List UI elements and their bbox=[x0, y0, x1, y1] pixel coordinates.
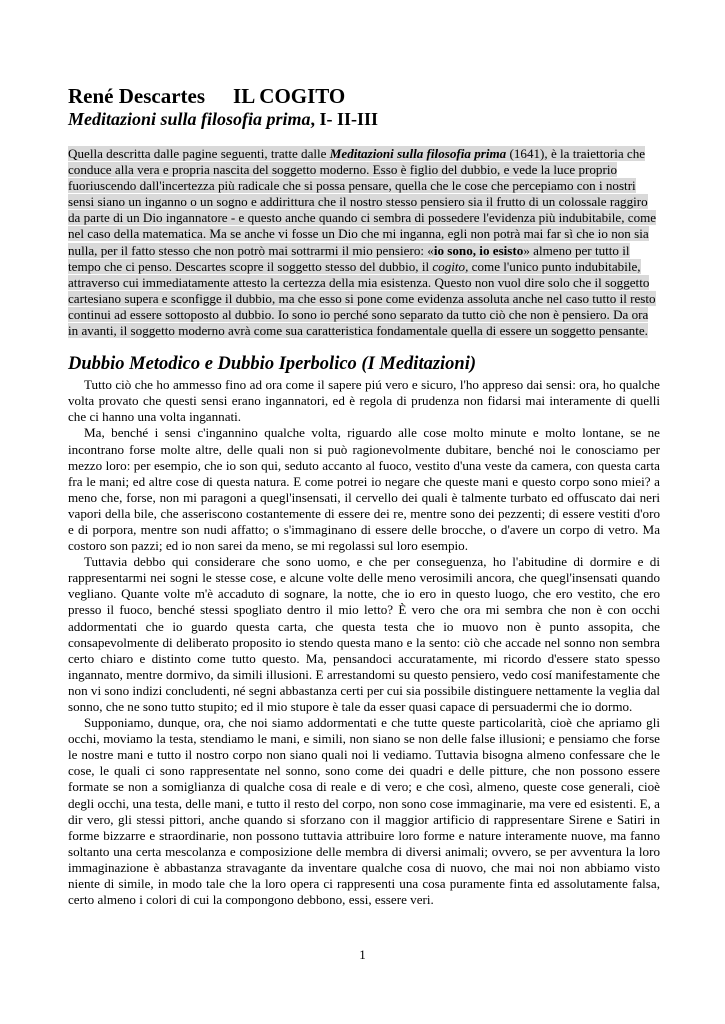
intro-text-3: » almeno per tutto il tempo che ci penso. Descartes scopre il soggetto stesso del dubbio, il bbox=[68, 242, 630, 274]
body-paragraph: Tutto ciò che ho ammesso fino ad ora come il sapere piú vero e sicuro, l'ho appreso dai sensi: ora, ho qualche volta provato che questi sensi erano ingannatori, ed è regola di prudenza non fidarsi mai interamente di quelli che ci hanno una volta ingannati. bbox=[68, 377, 660, 425]
body-paragraph: Supponiamo, dunque, ora, che noi siamo addormentati e che tutte queste particolarità, cioè che apriamo gli occhi, moviamo la testa, stendiamo le mani, e simili, non siano se non delle false illusioni; e pensiamo che forse le nostre mani e tutto il nostro corpo non siano quali noi li vediamo. Tuttavia bisogna almeno confessare che le cose, le quali ci sono rappresentate nel sonno, sono come dei quadri e delle pitture, che non possono essere formate se non a somiglianza di qualche cosa di reale e di vero; e che così, almeno, queste cose generali, cioè degli occhi, una testa, delle mani, e tutto il resto del corpo, non sono cose immaginarie, ma vere ed esistenti. E, a dir vero, gli stessi pittori, anche quando si sforzano con il maggior artificio di rappresentare Sirene e Satiri in forme bizzarre e straordinarie, non possono tuttavia attribuire loro forme e nature interamente nuove, ma fanno soltanto una certa mescolanza e composizione delle membra di diversi animali; ovvero, se per avventura la loro immaginazione è abbastanza stravagante da inventare qualche cosa di nuovo, che mai noi non abbiamo visto niente di simile, in modo tale che la loro opera ci rappresenti una cosa puramente finta ed assolutamente falsa, certo almeno i colori di cui la compongono debbono, essi, essere veri. bbox=[68, 715, 660, 908]
document-subtitle bbox=[68, 108, 660, 130]
document-title bbox=[68, 84, 660, 108]
page-number: 1 bbox=[359, 947, 366, 962]
work-title: IL COGITO bbox=[233, 84, 346, 108]
intro-quote: io sono, io esisto bbox=[433, 242, 524, 258]
body-paragraph: Tuttavia debbo qui considerare che sono uomo, e che per conseguenza, ho l'abitudine di dormire e di rappresentarmi nei sogni le stesse cose, e alcune volte delle meno verosimili ancora, che quegl'insensati quando vegliano. Quante volte m'è accaduto di sognare, la notte, che io ero in questo luogo, che ero vestito, che ero presso il fuoco, benché stessi spogliato dentro il mio letto? È vero che ora mi sembra che non è con occhi addormentati che io guardo questa carta, che questa testa che io muovo non è punto assopita, che consapevolmente di deliberato proposito io stendo questa mano e la sento: ciò che accade nel sonno non sembra certo chiaro e distinto come tutto questo. Ma, pensandoci accuratamente, mi ricordo d'essere stato spesso ingannato, mentre dormivo, da simili illusioni. E arrestandomi su questo pensiero, vedo cosí manifestamente che non vi sono indizi concludenti, né segni abbastanza certi per cui sia possibile distinguere nettamente la veglia dal sonno, che ne sono tutto stupito; ed il mio stupore è tale da esser quasi capace di persuadermi che io dormo. bbox=[68, 554, 660, 714]
intro-work-title: Meditazioni sulla filosofia prima bbox=[329, 146, 507, 161]
body-paragraph: Ma, benché i sensi c'ingannino qualche volta, riguardo alle cose molto minute e molto lontane, se ne incontrano forse molte altre, delle quali non si può ragionevolmente dubitare, benché noi le conosciamo per mezzo loro: per esempio, che io son qui, seduto accanto al fuoco, vestito d'una veste da camera, con questa carta fra le mani; ed altre cose di questa natura. E come potrei io negare che queste mani e questo corpo sono miei? a meno che, forse, non mi paragoni a quegl'insensati, il cervello dei quali è talmente turbato ed offuscato dai neri vapori della bile, che asseriscono costantemente di essere dei re, mentre sono dei pezzenti; di essere vestiti d'oro e di porpora, mentre son nudi affatto; o s'immaginano di essere delle brocche, o d'avere un corpo di vetro. Ma costoro son pazzi; ed io non sarei da meno, se mi regolassi sul loro esempio. bbox=[68, 425, 660, 554]
author-name: René Descartes bbox=[68, 84, 206, 108]
section-heading: Dubbio Metodico e Dubbio Iperbolico (I Meditazioni) bbox=[68, 354, 477, 375]
intro-text-2: (1641), è la traiettoria che conduce alla vera e propria nascita del soggetto moderno. Esso è figlio del dubbio, e vede la luce proprio fuoriuscendo dall'incertezza più radicale che si possa pensare, quella che le cose che percepiamo con i nostri sensi siano un inganno o un sogno e addirittura che il nostro stesso pensiero sia il frutto di un colossale raggiro da parte di un Dio ingannatore - e questo anche quando ci sembra di possedere l'evidenza più indubitabile, come nel caso della matematica. Ma se anche vi fosse un Dio che mi inganna, egli non potrà mai far sì che io non sia nulla, per il fatto stesso che non potrò mai sottrarmi il mio pensiero: « bbox=[68, 146, 657, 258]
intro-text-1: Quella descritta dalle pagine seguenti, tratte dalle bbox=[68, 146, 330, 161]
subtitle-work: Meditazioni sulla filosofia prima bbox=[68, 109, 311, 129]
document-page bbox=[68, 84, 660, 908]
intro-cogito: cogito, bbox=[432, 258, 469, 274]
subtitle-chapters: , I- II-III bbox=[310, 109, 379, 129]
intro-text-4: come l'unico punto indubitabile, attraverso cui immediatamente attesto la certezza della mia esistenza. Questo non vuol dire solo che il soggetto cartesiano supera e sconfigge il dubbio, ma che esso si pone come evidenza assoluta anche nel caso tutto il resto continui ad essere sottoposto al dubbio. Io sono io perché sono separato da tutto ciò che non è pensiero. Da ora in avanti, il soggetto moderno avrà come sua caratteristica fondamentale quella di essere un soggetto pensante. bbox=[68, 258, 656, 339]
intro-highlighted-paragraph bbox=[68, 146, 660, 339]
